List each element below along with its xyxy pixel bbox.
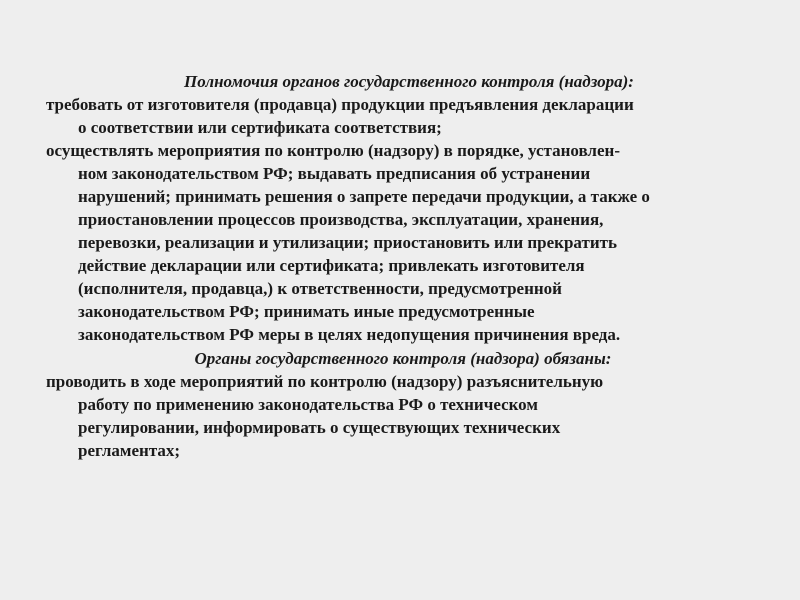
duty-item-explanatory-work: проводить в ходе мероприятий по контролю (надзору) разъяснительную работу по применению законодательства РФ о техническом регулировании, информировать о существующих технических регламентах; [46, 372, 604, 460]
duties-heading: Органы государственного контроля (надзора) обязаны: [194, 349, 612, 368]
powers-heading: Полномочия органов государственного контроля (надзора): [184, 72, 634, 91]
power-item-control-measures: осуществлять мероприятия по контролю (надзору) в порядке, установлен- ном законодательством РФ; выдавать предписания об устранении нарушений; принимать решения о запрете передачи продукции, а также о приостановлении процессов производства, эксплуатации, хранения, перевозки, реализации и утилизации; приостановить или прекратить действие декларации или сертификата; привлекать изготовителя (исполнителя, продавца,) к ответственности, предусмотренной законодательством РФ; принимать иные предусмотренные законодательством РФ меры в целях недопущения причинения вреда. [46, 141, 650, 344]
power-item-demand-declaration: требовать от изготовителя (продавца) продукции предъявления декларации о соответствии или сертификата соответствия; [46, 95, 634, 137]
